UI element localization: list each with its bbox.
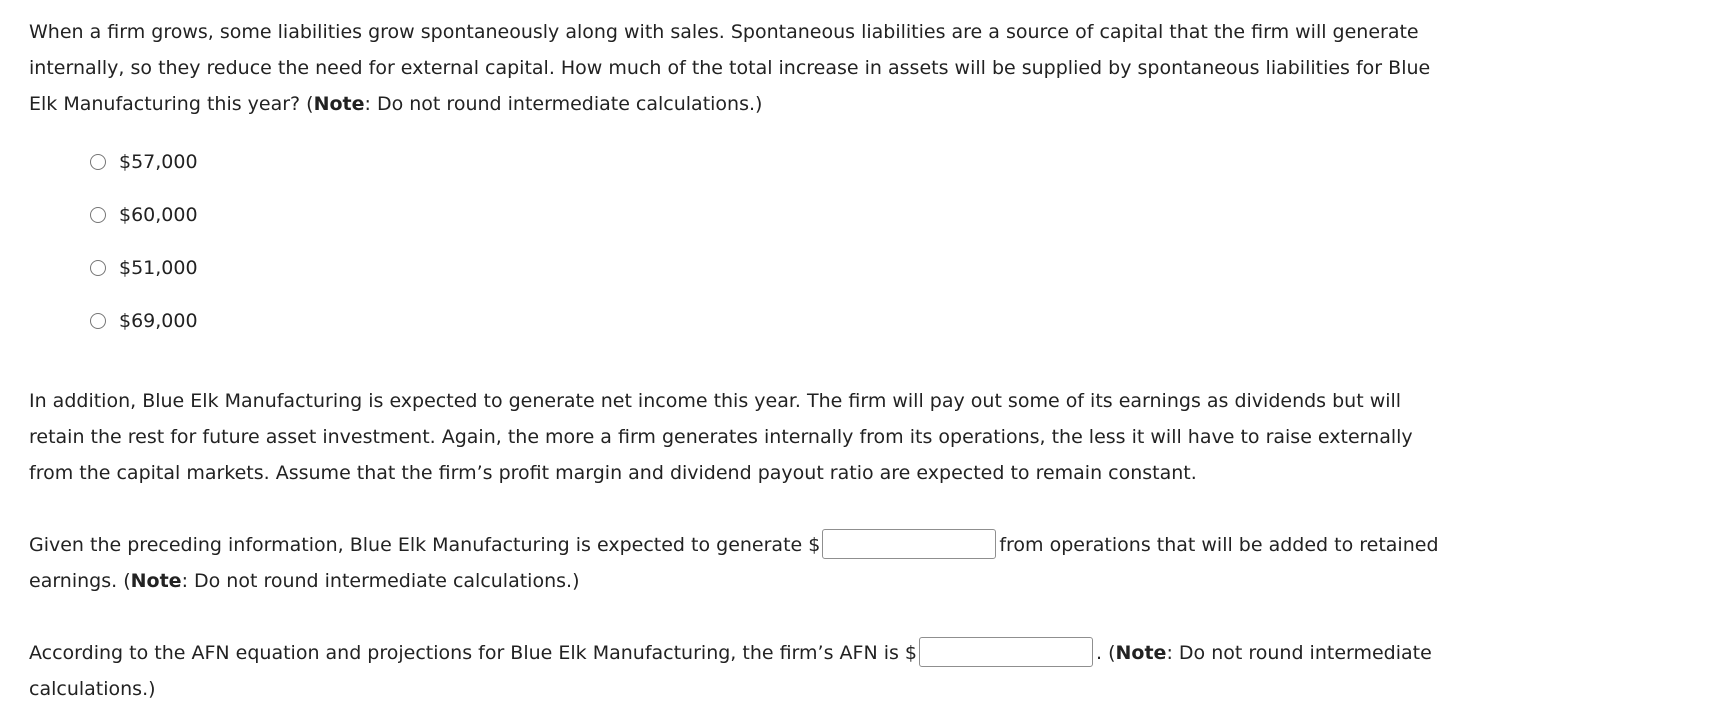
retained-earnings-question xyxy=(29,527,1449,599)
radio-button[interactable] xyxy=(90,154,106,170)
note-label: Note xyxy=(313,93,365,115)
answer-option-4[interactable] xyxy=(90,306,1449,336)
afn-text-before: According to the AFN equation and projections for Blue Elk Manufacturing, the firm’s AFN is $ xyxy=(29,642,918,664)
option-label[interactable]: $57,000 xyxy=(119,151,198,173)
option-label[interactable]: $60,000 xyxy=(119,204,198,226)
question-intro: When a firm grows, some liabilities grow spontaneously along with sales. Spontaneous liabilities are a source of capital that the firm will generate internally, so they reduce the need for external capital. How much of the total increase in assets will be supplied by spontaneous liabilities for Blue Elk Manufacturing this year? ( xyxy=(29,21,1431,115)
question-text xyxy=(29,14,1449,122)
retained-earnings-text-before: Given the preceding information, Blue Elk Manufacturing is expected to generate $ xyxy=(29,534,821,556)
question-content xyxy=(29,14,1449,707)
note-text: : Do not round intermediate calculations.) xyxy=(181,570,580,592)
retained-earnings-input[interactable] xyxy=(822,529,996,559)
answer-option-3[interactable] xyxy=(90,253,1449,283)
option-label[interactable]: $69,000 xyxy=(119,310,198,332)
note-label: Note xyxy=(1115,642,1167,664)
option-label[interactable]: $51,000 xyxy=(119,257,198,279)
afn-text-after: . ( xyxy=(1096,642,1116,664)
net-income-paragraph: In addition, Blue Elk Manufacturing is expected to generate net income this year. The firm will pay out some of its earnings as dividends but will retain the rest for future asset investment. Again, the more a firm generates internally from its operations, the less it will have to raise externally from the capital markets. Assume that the firm’s profit margin and dividend payout ratio are expected to remain constant. xyxy=(29,390,1413,484)
answer-option-1[interactable] xyxy=(90,147,1449,177)
note-text: : Do not round intermediate calculations.) xyxy=(364,93,763,115)
afn-question xyxy=(29,635,1449,707)
answer-option-2[interactable] xyxy=(90,200,1449,230)
retained-earnings-text-after: from operations that will be added to retained earnings. ( xyxy=(29,534,1439,592)
radio-button[interactable] xyxy=(90,260,106,276)
note-label: Note xyxy=(130,570,182,592)
afn-input[interactable] xyxy=(919,637,1093,667)
radio-button[interactable] xyxy=(90,313,106,329)
radio-button[interactable] xyxy=(90,207,106,223)
answer-options xyxy=(90,147,1449,336)
note-text: : Do not round intermediate calculations.) xyxy=(29,642,1432,700)
